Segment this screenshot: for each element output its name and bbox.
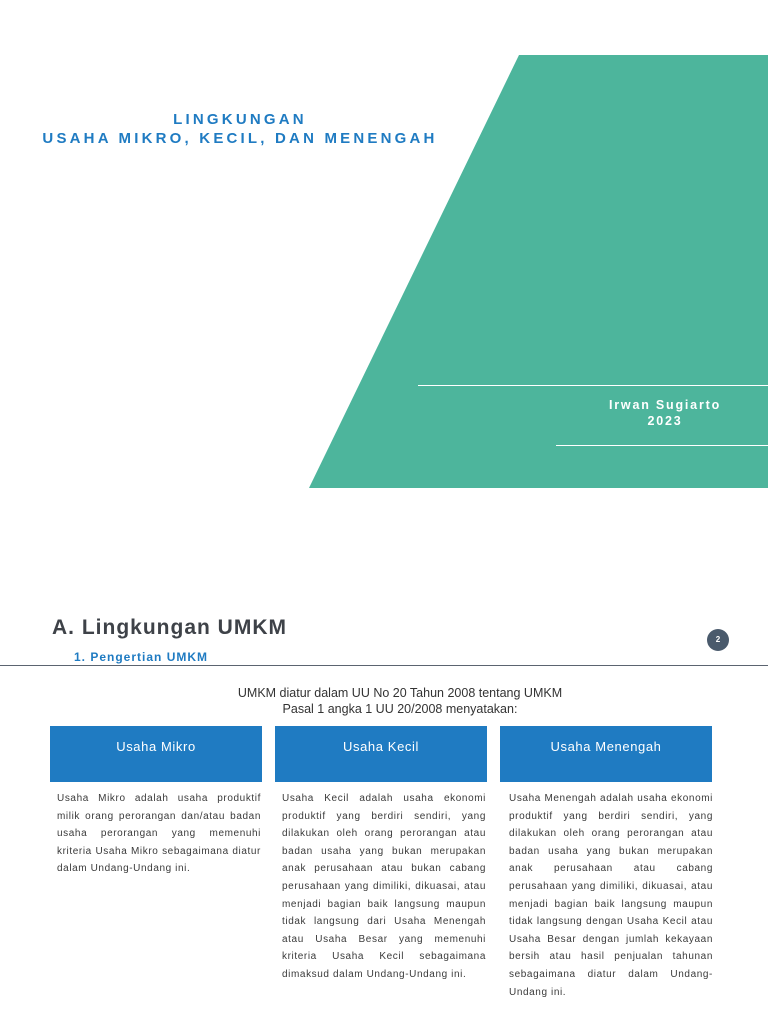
title-line-2: USAHA MIKRO, KECIL, DAN MENENGAH <box>42 130 438 147</box>
author-name: Irwan Sugiarto <box>608 398 722 412</box>
intro-text <box>180 685 620 717</box>
sub-heading: 1. Pengertian UMKM <box>74 650 209 664</box>
year: 2023 <box>647 414 683 428</box>
content-slide <box>0 588 768 1024</box>
card-body-usaha-mikro: Usaha Mikro adalah usaha produktif milik orang perorangan dan/atau badan usaha perorangan yang memenuhi kriteria Usaha Mikro sebagaimana diatur dalam Undang-Undang ini. <box>57 793 261 875</box>
card-body-usaha-kecil: Usaha Kecil adalah usaha ekonomi produktif yang berdiri sendiri, yang dilakukan oleh orang perorangan atau badan usaha yang bukan merupakan anak perusahaan atau bukan cabang perusahaan yang dimiliki, dikuasai, atau menjadi bagian baik langsung maupun tidak langsung dari Usaha Menengah atau Usaha Besar yang memenuhi kriteria Usaha Kecil sebagaimana dimaksud dalam Undang-Undang ini. <box>282 793 486 980</box>
slide-title <box>20 110 460 148</box>
section-heading: A. Lingkungan UMKM <box>52 616 287 639</box>
title-line-1: LINGKUNGAN <box>173 111 307 128</box>
card-header-usaha-kecil: Usaha Kecil <box>275 726 487 782</box>
card-body-usaha-menengah: Usaha Menengah adalah usaha ekonomi produktif yang berdiri sendiri, yang dilakukan oleh orang perorangan atau badan usaha yang bukan merupakan anak perusahaan atau cabang perusahaan yang dimiliki, dikuasai, atau menjadi bagian baik langsung maupun tidak langsung dengan Usaha Kecil atau Usaha Besar dengan jumlah kekayaan bersih atau hasil penjualan tahunan sebagaimana diatur dalam Undang-Undang ini. <box>509 793 713 998</box>
card-header-usaha-mikro: Usaha Mikro <box>50 726 262 782</box>
section-divider <box>0 665 768 666</box>
page-number-badge: 2 <box>707 629 729 651</box>
top-rule <box>418 385 768 386</box>
intro-line-1: UMKM diatur dalam UU No 20 Tahun 2008 tentang UMKM <box>237 686 563 700</box>
author-block <box>560 397 768 429</box>
bottom-rule <box>556 445 768 446</box>
intro-line-2: Pasal 1 angka 1 UU 20/2008 menyatakan: <box>282 702 518 716</box>
slide-gap <box>0 540 768 588</box>
card-header-usaha-menengah: Usaha Menengah <box>500 726 712 782</box>
